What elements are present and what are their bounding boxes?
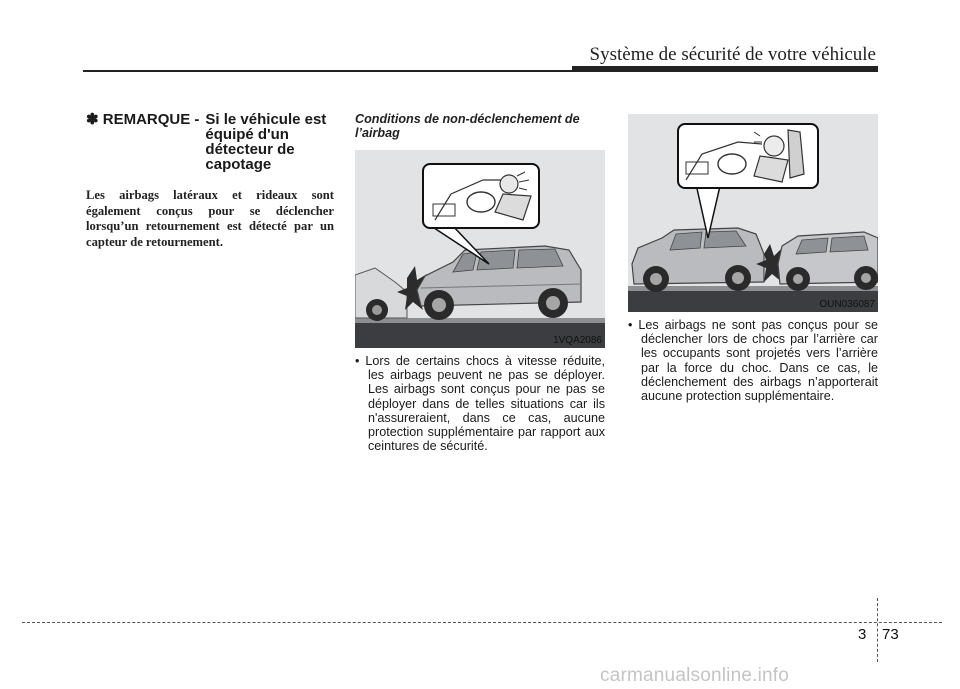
- conditions-section: [355, 112, 605, 140]
- figure-rear-collision: [628, 114, 878, 312]
- bullet-rear-collision: [628, 318, 878, 403]
- front-collision-illustration-icon: [355, 150, 605, 348]
- rear-collision-illustration-icon: [628, 114, 878, 312]
- remark-title: Si le véhicule est équipé d'un détecteur de capotage: [205, 111, 327, 173]
- remark-body: Les airbags latéraux et rideaux sont également conçus pour se déclencher lorsqu’un retournement est détecté par un capteur de retournement.: [86, 188, 334, 249]
- bullet-text: • Lors de certains chocs à vitesse réduite, les airbags peuvent ne pas se déployer. Les airbags sont conçus pour ne pas se déployer dans de telles situations car ils n'assureraient, dans ce cas, aucune protection supplémentaire par rapport aux ceintures de sécurité.: [355, 354, 605, 454]
- section-number: 3: [858, 626, 867, 643]
- footer-rule: [22, 622, 942, 623]
- conditions-title: Conditions de non-déclenchement de l’airbag: [355, 112, 580, 140]
- figure-front-collision: [355, 150, 605, 348]
- remark-heading: [86, 112, 334, 172]
- remark-label: ✽ REMARQUE -: [86, 111, 200, 128]
- bullet-text: • Les airbags ne sont pas conçus pour se déclencher lors de chocs par l’arrière car les occupants sont projetés vers l’arrière par la force du choc. Dans ce cas, le déclenchement des airbags n’apporterait aucune protection supplémentaire.: [628, 318, 878, 404]
- figure-label: OUN036087: [819, 299, 875, 310]
- footer-divider: [877, 598, 878, 662]
- watermark-text: carmanualsonline.info: [600, 665, 790, 686]
- bullet-low-speed-collision: [355, 354, 605, 453]
- page-header-title: Système de sécurité de votre véhicule: [589, 44, 876, 65]
- page-number: 73: [882, 626, 899, 643]
- remark-section: [86, 112, 334, 250]
- header-rule-accent: [572, 66, 878, 72]
- figure-label: 1VQA2086: [553, 335, 602, 346]
